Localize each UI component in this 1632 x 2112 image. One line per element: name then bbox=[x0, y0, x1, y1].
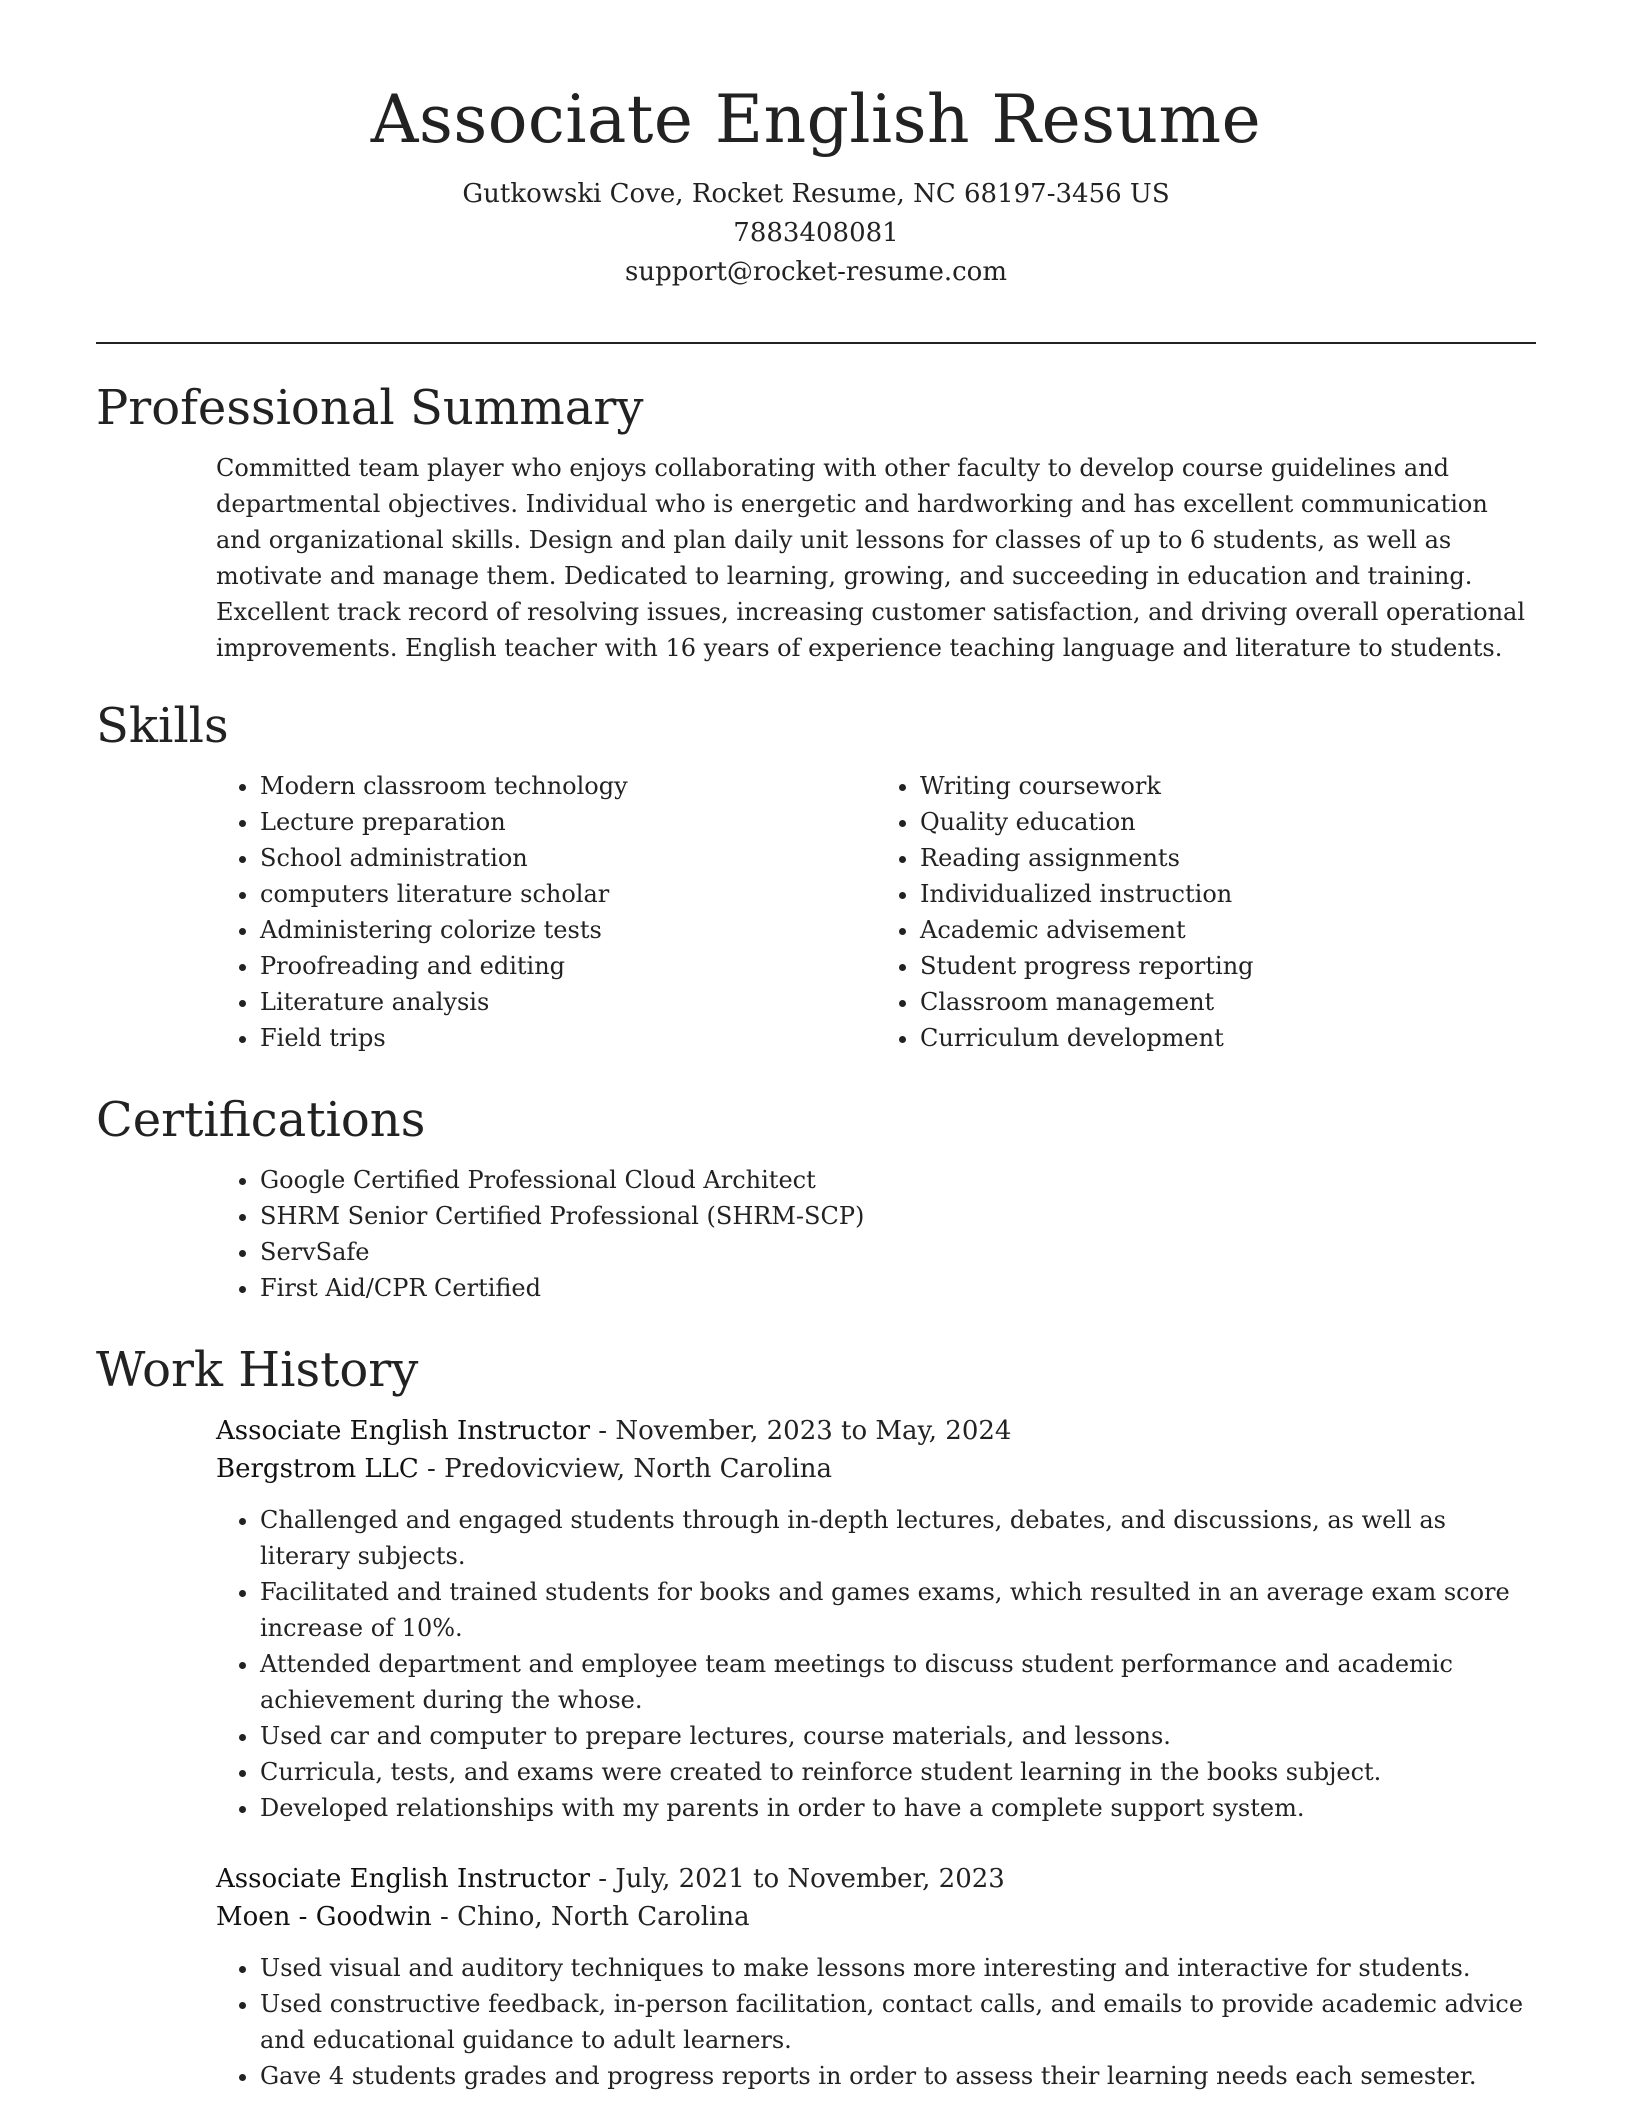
certification-item: • ServSafe bbox=[260, 1234, 1536, 1270]
skill-item: • School administration bbox=[260, 840, 876, 876]
skill-item: • computers literature scholar bbox=[260, 876, 876, 912]
summary-section bbox=[96, 380, 1536, 666]
skills-list-left bbox=[216, 768, 876, 1056]
job-entry bbox=[216, 1860, 1536, 2094]
skills-section bbox=[96, 698, 1536, 1056]
job-bullet-item: • Attended department and employee team meetings to discuss student performance and academic achievement during the whose. bbox=[260, 1646, 1536, 1718]
job-company-line bbox=[216, 1450, 1536, 1488]
job-role: Associate English Instructor bbox=[216, 1415, 591, 1446]
job-title-line bbox=[216, 1860, 1536, 1898]
skill-item: • Individualized instruction bbox=[920, 876, 1536, 912]
certifications-heading: Certifications bbox=[96, 1092, 426, 1148]
summary-text: Committed team player who enjoys collaborating with other faculty to develop course guidelines and departmental objectives. Individual who is energetic and hardworking and has excellent communication and organizational skills. Design and plan daily unit lessons for classes of up to 6 students, as well as motivate and manage them. Dedicated to learning, growing, and succeeding in education and training. Excellent track record of resolving issues, increasing customer satisfaction, and driving overall operational improvements. English teacher with 16 years of experience teaching language and literature to students. bbox=[216, 453, 1526, 662]
job-bullets bbox=[216, 1950, 1536, 2094]
skill-item: • Administering colorize tests bbox=[260, 912, 876, 948]
skill-item: • Reading assignments bbox=[920, 840, 1536, 876]
job-dates: - July, 2021 to November, 2023 bbox=[590, 1863, 1005, 1894]
certifications-list bbox=[216, 1162, 1536, 1306]
header-divider bbox=[96, 342, 1536, 344]
job-dates: - November, 2023 to May, 2024 bbox=[590, 1415, 1012, 1446]
certification-item: • SHRM Senior Certified Professional (SHRM-SCP) bbox=[260, 1198, 1536, 1234]
work-history-section bbox=[96, 1342, 1536, 2094]
skill-item: • Field trips bbox=[260, 1020, 876, 1056]
job-location: - Chino, North Carolina bbox=[431, 1901, 750, 1932]
summary-heading: Professional Summary bbox=[96, 380, 644, 436]
job-bullet-item: • Developed relationships with my parents in order to have a complete support system. bbox=[260, 1790, 1536, 1826]
skill-item: • Quality education bbox=[920, 804, 1536, 840]
skills-heading: Skills bbox=[96, 698, 229, 754]
address-text: Gutkowski Cove, Rocket Resume, NC 68197-3456 US bbox=[462, 178, 1170, 209]
job-company: Bergstrom LLC bbox=[216, 1453, 419, 1484]
job-bullet-item: • Challenged and engaged students through in-depth lectures, debates, and discussions, as well as literary subjects. bbox=[260, 1502, 1536, 1574]
skill-item: • Lecture preparation bbox=[260, 804, 876, 840]
skills-columns bbox=[216, 768, 1536, 1056]
job-bullet-item: • Curricula, tests, and exams were created to reinforce student learning in the books subject. bbox=[260, 1754, 1536, 1790]
job-bullet-item: • Gave 4 students grades and progress reports in order to assess their learning needs each semester. bbox=[260, 2058, 1536, 2094]
skills-list-right bbox=[876, 768, 1536, 1056]
job-bullets bbox=[216, 1502, 1536, 1826]
email-text: support@rocket-resume.com bbox=[624, 256, 1007, 287]
job-bullet-item: • Used constructive feedback, in-person facilitation, contact calls, and emails to provide academic advice and educational guidance to adult learners. bbox=[260, 1986, 1536, 2058]
job-company: Moen - Goodwin bbox=[216, 1901, 432, 1932]
contact-info bbox=[0, 175, 1632, 292]
work-history-heading: Work History bbox=[96, 1342, 419, 1398]
resume-title: Associate English Resume bbox=[370, 81, 1262, 158]
skill-item: • Literature analysis bbox=[260, 984, 876, 1020]
skill-item: • Curriculum development bbox=[920, 1020, 1536, 1056]
job-location: - Predovicview, North Carolina bbox=[418, 1453, 833, 1484]
skill-item: • Modern classroom technology bbox=[260, 768, 876, 804]
job-role: Associate English Instructor bbox=[216, 1863, 591, 1894]
job-bullet-item: • Used visual and auditory techniques to make lessons more interesting and interactive for students. bbox=[260, 1950, 1536, 1986]
job-title-line bbox=[216, 1412, 1536, 1450]
certification-item: • Google Certified Professional Cloud Architect bbox=[260, 1162, 1536, 1198]
job-company-line bbox=[216, 1898, 1536, 1936]
job-bullet-item: • Used car and computer to prepare lectures, course materials, and lessons. bbox=[260, 1718, 1536, 1754]
skill-item: • Proofreading and editing bbox=[260, 948, 876, 984]
skill-item: • Classroom management bbox=[920, 984, 1536, 1020]
job-entry bbox=[216, 1412, 1536, 1826]
certification-item: • First Aid/CPR Certified bbox=[260, 1270, 1536, 1306]
job-bullet-item: • Facilitated and trained students for books and games exams, which resulted in an average exam score increase of 10%. bbox=[260, 1574, 1536, 1646]
resume-header bbox=[0, 0, 1632, 292]
skill-item: • Writing coursework bbox=[920, 768, 1536, 804]
phone-text: 7883408081 bbox=[733, 217, 899, 248]
certifications-section bbox=[96, 1092, 1536, 1306]
skill-item: • Student progress reporting bbox=[920, 948, 1536, 984]
skill-item: • Academic advisement bbox=[920, 912, 1536, 948]
